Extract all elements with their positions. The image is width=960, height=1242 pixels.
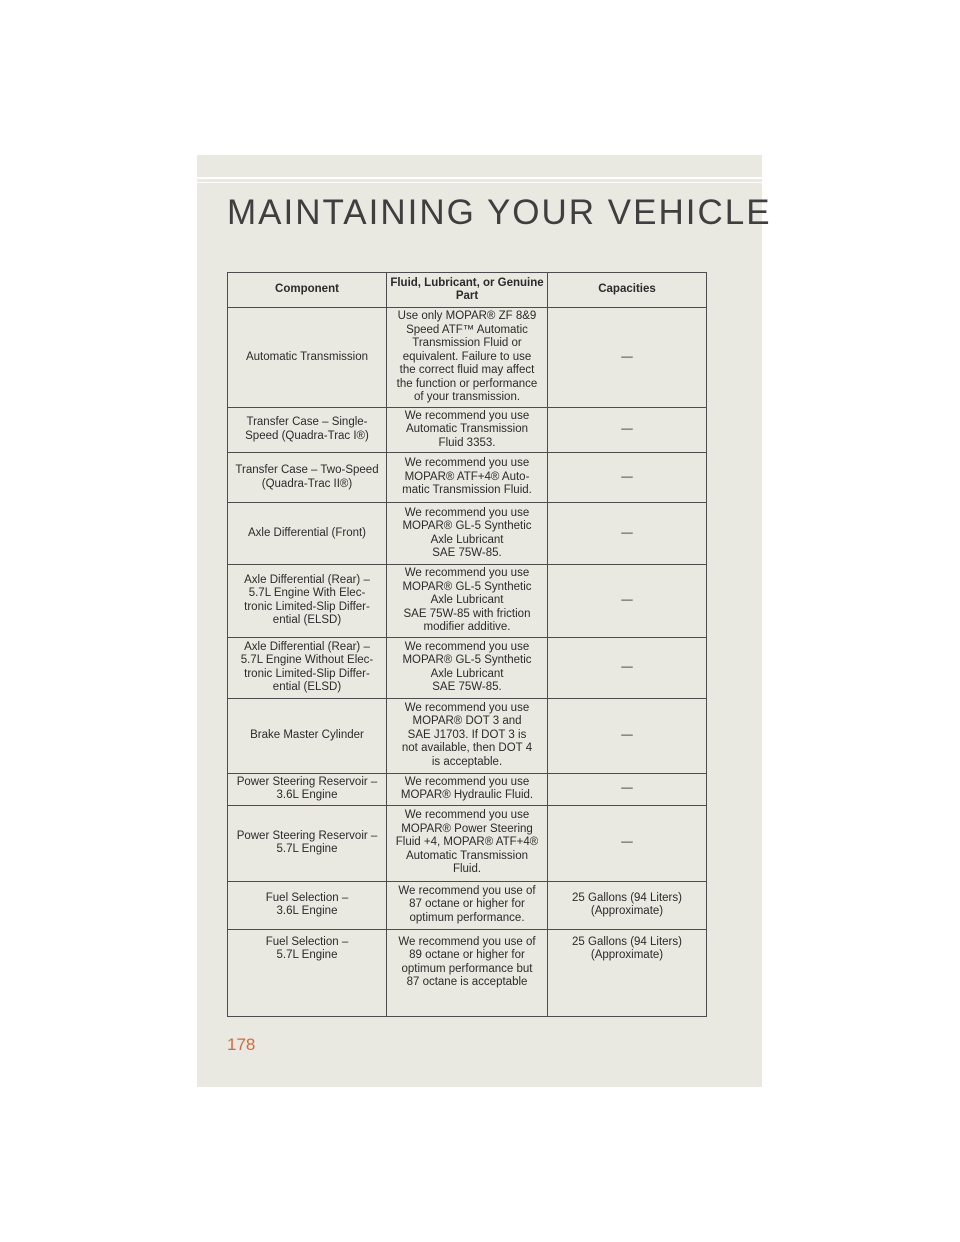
component-cell: Power Steering Reservoir – 5.7L Engine [228,805,387,881]
capacity-cell: — [548,503,707,565]
fluid-cell: We recommend you use Automatic Transmission Fluid 3353. [387,407,548,453]
capacity-cell: — [548,773,707,805]
table-row [228,698,707,773]
table-header-row [228,273,707,308]
component-cell: Automatic Transmission [228,308,387,408]
header-rule-bottom [197,182,762,183]
header-rule-top [197,177,762,179]
table-row [228,773,707,805]
header-component: Component [228,273,387,308]
table-row [228,881,707,929]
table-row [228,805,707,881]
component-cell: Transfer Case – Single- Speed (Quadra-Trac I®) [228,407,387,453]
fluid-cell: We recommend you use MOPAR® DOT 3 and SAE J1703. If DOT 3 is not available, then DOT 4 is acceptable. [387,698,548,773]
capacity-cell: — [548,637,707,698]
fluid-cell: We recommend you use MOPAR® Hydraulic Fluid. [387,773,548,805]
capacity-cell: 25 Gallons (94 Liters) (Approximate) [548,929,707,1016]
section-title: MAINTAINING YOUR VEHICLE [227,193,772,232]
table-row [228,503,707,565]
fluids-capacities-table [227,272,707,1017]
fluid-cell: Use only MOPAR® ZF 8&9 Speed ATF™ Automatic Transmission Fluid or equivalent. Failure to use the correct fluid may affect the function or performance of your transmission. [387,308,548,408]
table-row [228,565,707,638]
capacity-cell: — [548,453,707,503]
page-number: 178 [227,1035,256,1054]
component-cell: Axle Differential (Front) [228,503,387,565]
component-cell: Fuel Selection – 5.7L Engine [228,929,387,1016]
component-cell: Transfer Case – Two-Speed (Quadra-Trac II®) [228,453,387,503]
component-cell: Axle Differential (Rear) – 5.7L Engine Without Elec- tronic Limited-Slip Differ- ential (ELSD) [228,637,387,698]
capacity-cell: — [548,407,707,453]
manual-page [197,155,772,1087]
component-cell: Axle Differential (Rear) – 5.7L Engine With Elec- tronic Limited-Slip Differ- ential (ELSD) [228,565,387,638]
capacity-cell: — [548,308,707,408]
component-cell: Fuel Selection – 3.6L Engine [228,881,387,929]
fluid-cell: We recommend you use MOPAR® GL-5 Synthetic Axle Lubricant SAE 75W-85. [387,503,548,565]
table-row [228,453,707,503]
header-capacities: Capacities [548,273,707,308]
capacity-cell: — [548,698,707,773]
fluid-cell: We recommend you use MOPAR® GL-5 Synthetic Axle Lubricant SAE 75W-85. [387,637,548,698]
table-row [228,308,707,408]
table-row [228,929,707,1016]
fluid-cell: We recommend you use MOPAR® GL-5 Synthetic Axle Lubricant SAE 75W-85 with friction modifier additive. [387,565,548,638]
component-cell: Brake Master Cylinder [228,698,387,773]
capacity-cell: 25 Gallons (94 Liters) (Approximate) [548,881,707,929]
fluid-cell: We recommend you use of 89 octane or higher for optimum performance but 87 octane is acceptable [387,929,548,1016]
capacity-cell: — [548,805,707,881]
fluid-cell: We recommend you use of 87 octane or higher for optimum performance. [387,881,548,929]
capacity-cell: — [548,565,707,638]
fluid-cell: We recommend you use MOPAR® Power Steering Fluid +4, MOPAR® ATF+4® Automatic Transmission Fluid. [387,805,548,881]
fluid-cell: We recommend you use MOPAR® ATF+4® Auto- matic Transmission Fluid. [387,453,548,503]
table-row [228,407,707,453]
component-cell: Power Steering Reservoir – 3.6L Engine [228,773,387,805]
header-fluid: Fluid, Lubricant, or Genuine Part [387,273,548,308]
table-row [228,637,707,698]
